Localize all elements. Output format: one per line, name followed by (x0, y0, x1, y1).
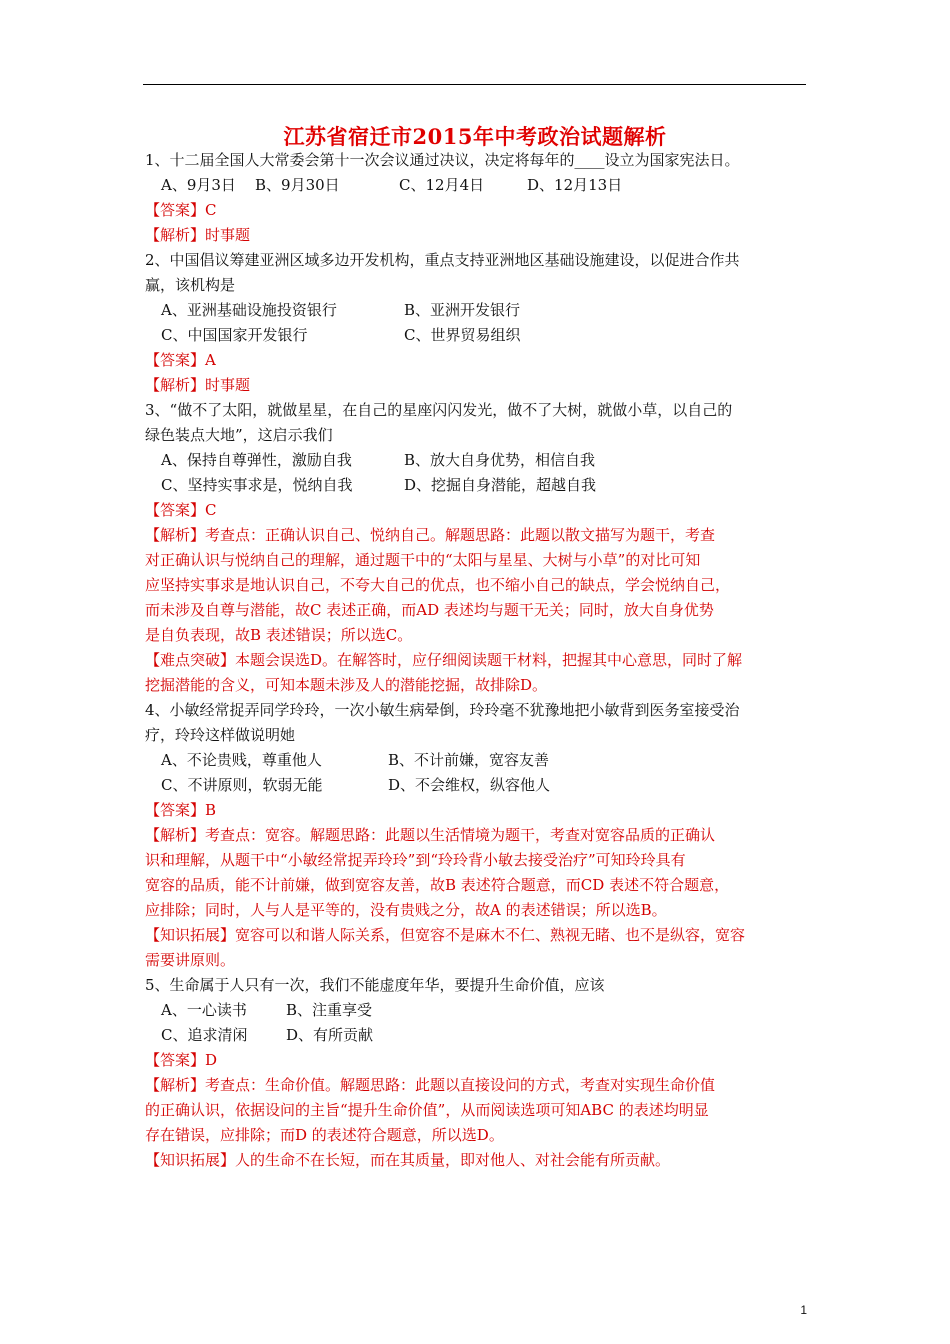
question-stem: 5、生命属于人只有一次，我们不能虚度年华，要提升生命价值，应该 (145, 976, 605, 994)
difficulty-note-cont: 挖掘潜能的含义，可知本题未涉及人的潜能挖掘，故排除D。 (145, 676, 548, 694)
analysis-cont: 是自负表现，故B 表述错误；所以选C。 (145, 626, 413, 644)
question-stem: 4、小敏经常捉弄同学玲玲，一次小敏生病晕倒，玲玲毫不犹豫地把小敏背到医务室接受治 (145, 701, 740, 719)
answer: 【答案】C (145, 501, 217, 519)
options-row (145, 748, 807, 773)
option-d: D、有所贡献 (286, 1026, 374, 1044)
option-b: B、放大自身优势，相信自我 (404, 451, 596, 469)
analysis-cont: 而未涉及自尊与潜能，故C 表述正确，而AD 表述均与题干无关；同时，放大自身优势 (145, 601, 714, 619)
analysis: 【解析】考查点：正确认识自己、悦纳自己。解题思路：此题以散文描写为题干，考查 (145, 526, 716, 544)
page-title: 江苏省宿迁市2015年中考政治试题解析 (283, 124, 667, 149)
analysis-cont: 应坚持实事求是地认识自己，不夸大自己的优点，也不缩小自己的缺点，学会悦纳自己， (145, 576, 731, 594)
question-3 (145, 398, 807, 698)
option-b: B、不计前嫌，宽容友善 (388, 751, 550, 769)
analysis: 【解析】时事题 (145, 226, 251, 244)
answer: 【答案】B (145, 801, 217, 819)
option-a: A、9月3日 (161, 176, 236, 194)
option-a: A、一心读书 (161, 1001, 247, 1019)
option-b: B、亚洲开发银行 (404, 301, 521, 319)
analysis-cont: 应排除；同时，人与人是平等的，没有贵贱之分，故A 的表述错误；所以选B。 (145, 901, 667, 919)
options-row (145, 1023, 807, 1048)
analysis-cont: 存在错误，应排除；而D 的表述符合题意，所以选D。 (145, 1126, 504, 1144)
question-4 (145, 698, 807, 973)
option-b: B、注重享受 (286, 1001, 373, 1019)
options-row (145, 998, 807, 1023)
option-c: C、坚持实事求是，悦纳自我 (161, 476, 353, 494)
option-c: C、12月4日 (399, 176, 485, 194)
option-a: A、亚洲基础设施投资银行 (161, 301, 337, 319)
page-number: 1 (800, 1303, 807, 1317)
analysis: 【解析】考查点：宽容。解题思路：此题以生活情境为题干，考查对宽容品质的正确认 (145, 826, 716, 844)
analysis-cont: 宽容的品质，能不计前嫌，做到宽容友善，故B 表述符合题意，而CD 表述不符合题意， (145, 876, 730, 894)
question-stem-cont: 疗，玲玲这样做说明她 (145, 726, 296, 744)
options-row (145, 448, 807, 473)
question-5 (145, 973, 807, 1173)
header-rule (143, 84, 806, 85)
analysis-cont: 识和理解，从题干中“小敏经常捉弄玲玲”到“玲玲背小敏去接受治疗”可知玲玲具有 (145, 851, 686, 869)
question-1 (145, 148, 807, 248)
option-c: C、追求清闲 (161, 1026, 248, 1044)
option-c: C、中国国家开发银行 (161, 326, 308, 344)
option-c: C、不讲原则，软弱无能 (161, 776, 323, 794)
option-d: C、世界贸易组织 (404, 326, 521, 344)
analysis-cont: 的正确认识，依据设问的主旨“提升生命价值”，从而阅读选项可知ABC 的表述均明显 (145, 1101, 709, 1119)
question-stem: 2、中国倡议筹建亚洲区域多边开发机构，重点支持亚洲地区基础设施建设，以促进合作共 (145, 251, 740, 269)
document-body (145, 148, 807, 1173)
analysis-cont: 对正确认识与悦纳自己的理解，通过题干中的“太阳与星星、大树与小草”的对比可知 (145, 551, 701, 569)
options-row (145, 773, 807, 798)
analysis: 【解析】考查点：生命价值。解题思路：此题以直接设问的方式，考查对实现生命价值 (145, 1076, 716, 1094)
answer: 【答案】D (145, 1051, 218, 1069)
answer: 【答案】A (145, 351, 216, 369)
option-a: A、不论贵贱，尊重他人 (161, 751, 322, 769)
question-2 (145, 248, 807, 398)
question-stem: 1、十二届全国人大常委会第十一次会议通过决议，决定将每年的____设立为国家宪法日。 (145, 151, 740, 169)
extension-note: 【知识拓展】宽容可以和谐人际关系，但宽容不是麻木不仁、熟视无睹、也不是纵容，宽容 (145, 926, 746, 944)
option-d: D、挖掘自身潜能，超越自我 (404, 476, 597, 494)
extension-note-cont: 需要讲原则。 (145, 951, 236, 969)
option-d: D、12月13日 (527, 176, 623, 194)
question-stem-cont: 赢，该机构是 (145, 276, 236, 294)
options-row (145, 173, 807, 198)
options-row (145, 323, 807, 348)
option-b: B、9月30日 (255, 176, 340, 194)
option-d: D、不会维权，纵容他人 (388, 776, 551, 794)
analysis: 【解析】时事题 (145, 376, 251, 394)
answer: 【答案】C (145, 201, 217, 219)
question-stem: 3、“做不了太阳，就做星星，在自己的星座闪闪发光，做不了大树，就做小草，以自己的 (145, 401, 733, 419)
difficulty-note: 【难点突破】本题会误选D。在解答时，应仔细阅读题干材料，把握其中心意思，同时了解 (145, 651, 743, 669)
options-row (145, 298, 807, 323)
options-row (145, 473, 807, 498)
extension-note: 【知识拓展】人的生命不在长短，而在其质量，即对他人、对社会能有所贡献。 (145, 1151, 671, 1169)
question-stem-cont: 绿色装点大地”，这启示我们 (145, 426, 333, 444)
option-a: A、保持自尊弹性，激励自我 (161, 451, 352, 469)
